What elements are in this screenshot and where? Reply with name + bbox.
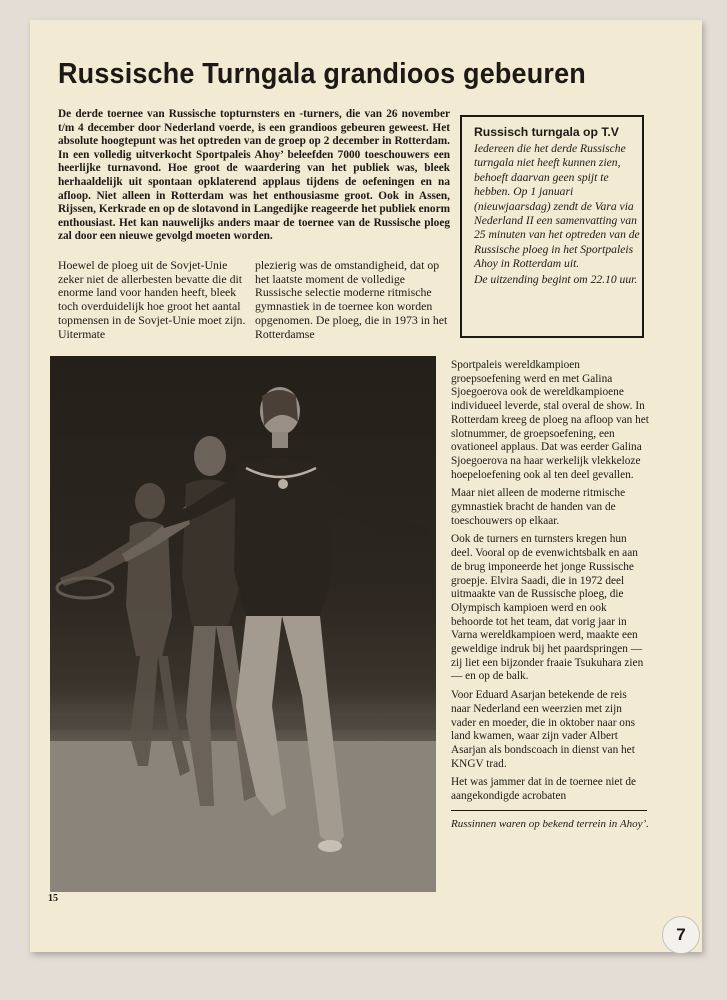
magazine-page [30,20,702,952]
article-intro: De derde toernee van Russische topturnsters en -turners, die van 26 november t/m 4 december door Nederland voerde, is een grandioos gebeuren geweest. Het absolute hoogtepunt was het optreden van de groep op 2 december in Rotterdam. In een volledig uitverkocht Sportpaleis Ahoy’ beleefden 7000 toeschouwers een heerlijke turnavond. Hoe groot de waardering van het publiek was, bleek herhaaldelijk uit spontaan opklaterend applaus tijdens de oefeningen en na afloop. Niet alleen in Rotterdam was het enthousiasme groot. Ook in Assen, Rijssen, Kerkrade en op de slotavond in Langedijke reageerde het publiek enorm enthousiast. Het kan nauwelijks anders maar de toernee van de Russische ploeg zal door een nieuwe gevolgd moeten worden. [58,108,450,243]
tv-sidebar-box [460,115,644,338]
article-paragraph: Sportpaleis wereldkampioen groepsoefening werd en met Galina Sjoegoerova ook de wereldkampioene individueel leverde, stal overal de show. In Rotterdam kreeg de ploeg na afloop van het slotnummer, de groepsoefening, een ovationeel applaus. Dat was eerder Galina Sjoegoerova na haar werkelijk vlekkeloze hoepeloefening ook al ten deel gevallen. [451,359,649,481]
article-right-column [451,359,649,831]
article-paragraph: Ook de turners en turnsters kregen hun deel. Vooral op de evenwichtsbalk en aan de brug imponeerde het jonge Russische groepje. Elvira Saadi, die in 1972 deel uitmaakte van de Russische ploeg, die Olympisch kampioen werd en ook behoorde tot het team, dat vorig jaar in Varna wereldkampioen werd, maakte een geweldige indruk bij het paardspringen — zij liet een bijzonder fraaie Tsukuhara zien — en op de balk. [451,533,644,683]
caption-divider [451,810,647,811]
page-number: 15 [48,893,58,904]
article-column-2: plezierig was de omstandigheid, dat op het laatste moment de volledige Russische selectie moderne ritmische gymnastiek in de toernee kon worden opgenomen. De ploeg, die in 1973 in het Rotterdamse [255,258,448,341]
article-column-1: Hoewel de ploeg uit de Sovjet-Unie zeker niet de allerbesten bevatte die dit enorme land voor handen heeft, bleek toch overduidelijk hoe groot het aantal topmensen in de Sovjet-Unie moet zijn. Uitermate [58,258,246,341]
article-paragraph: Maar niet alleen de moderne ritmische gymnastiek bracht de handen van de toeschouwers op elkaar. [451,487,626,527]
gymnasts-photo [50,356,436,892]
photo-caption: Russinnen waren op bekend terrein in Ahoy’. [451,817,649,830]
tv-box-body: Iedereen die het derde Russische turngala niet heeft kunnen zien, behoeft daarvan geen spijt te hebben. Op 1 januari (nieuwjaarsdag) zendt de Vara via Nederland II een samenvatting van 25 minuten van het optreden van de Russische ploeg in het Sportpaleis Ahoy in Rotterdam uit. [474,142,640,271]
article-paragraph: Het was jammer dat in de toernee niet de aangekondigde acrobaten [451,776,637,803]
article-headline: Russische Turngala grandioos gebeuren [58,58,586,90]
gymnasts-illustration [50,356,436,892]
article-paragraph: Voor Eduard Asarjan betekende de reis naar Nederland een weerzien met zijn vader en moeder, die in oktober naar ons land kwamen, waar zijn vader Albert Asarjan als bondscoach in dienst van het KNGV trad. [451,689,635,770]
tv-box-broadcast-time: De uitzending begint om 22.10 uur. [474,272,638,286]
tv-box-title: Russisch turngala op T.V [474,125,619,139]
sheet-number-tab: 7 [662,916,700,954]
